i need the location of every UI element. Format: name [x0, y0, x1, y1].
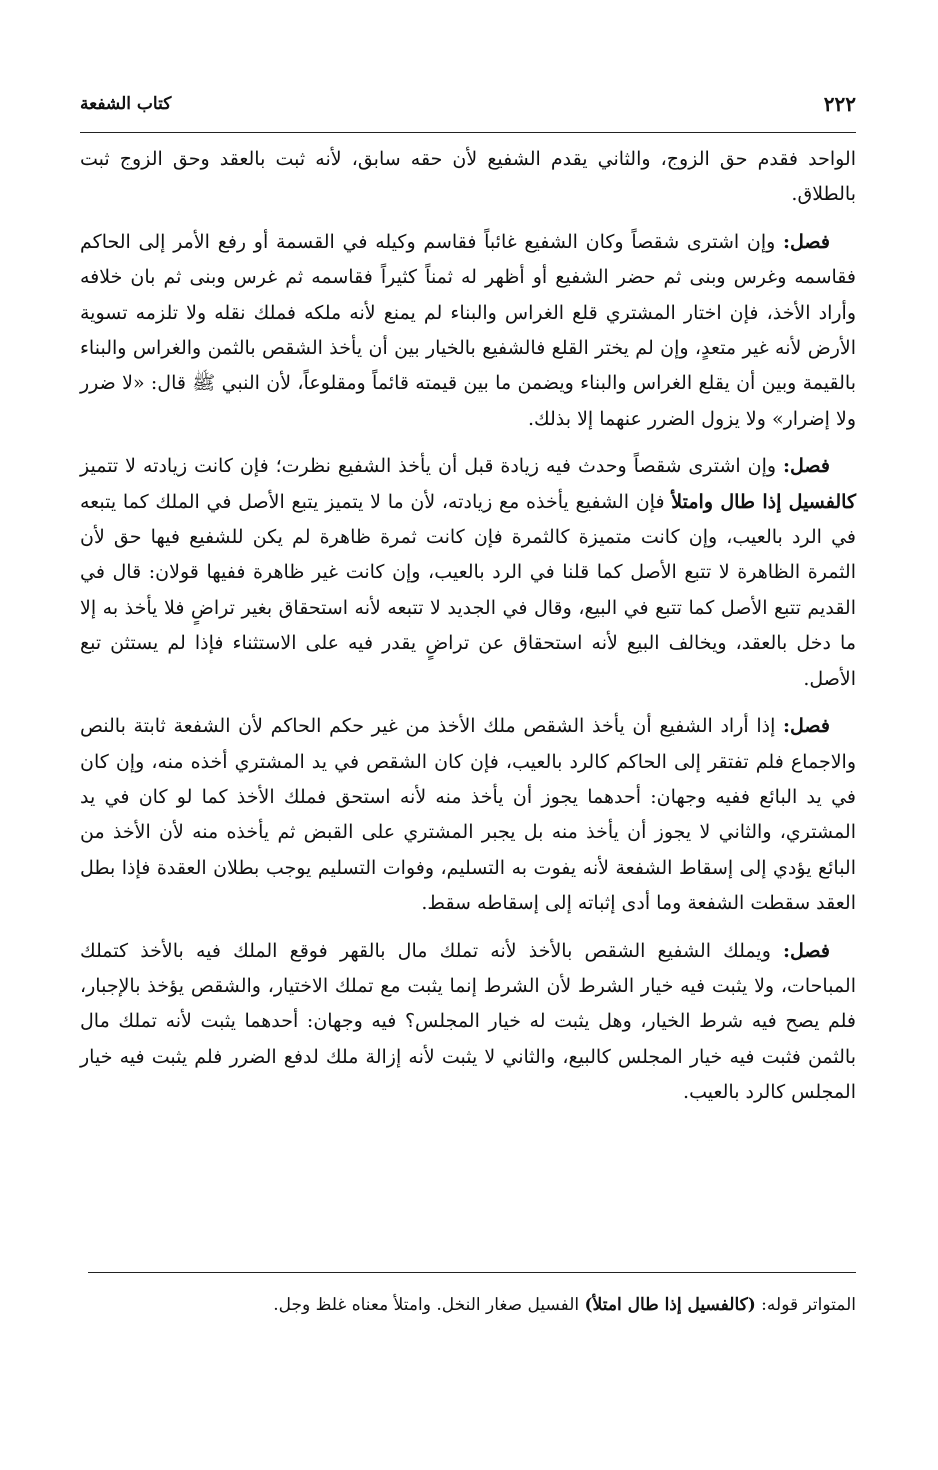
section-paragraph: [80, 449, 856, 697]
paragraph-text: وإن اشترى شقصاً وحدث فيه زيادة قبل أن يأخذ الشفيع نظرت؛ فإن كانت زيادته لا تتميز: [80, 455, 784, 478]
footnote-term: (كالفسيل إذا طال امتلأ): [584, 1295, 756, 1315]
page-number: ٢٢٢: [823, 92, 856, 116]
paragraph-text: إذا أراد الشفيع أن يأخذ الشقص ملك الأخذ من غير حكم الحاكم لأن الشفعة ثابتة بالنص والاجماع فلم تفتقر إلى الحاكم كالرد بالعيب، فإن كان الشقص في يد المشتري أخذه منه، وإن كان في يد البائع ففيه وجهان: أحدهما يجوز أن يأخذ منه لأنه استحق فملك الأخذ كما لو كان في يد المشتري، والثاني لا يجوز أن يأخذ منه بل يجبر المشتري على القبض ثم يأخذه منه لأن الأخذ من البائع يؤدي إلى إسقاط الشفعة لأنه يفوت به التسليم، وفوات التسليم يوجب بطلان العقدة فإذا بطل العقد سقطت الشفعة وما أدى إثباته إلى إسقاطه سقط.: [80, 715, 856, 915]
running-title: كتاب الشفعة: [80, 94, 172, 114]
section-label: فصل:: [783, 455, 830, 478]
paragraph-continued: [80, 142, 856, 213]
footnoted-phrase: كالفسيل إذا طال وامتلأ: [671, 490, 856, 513]
footnote: [80, 1290, 856, 1320]
section-label: فصل:: [783, 230, 830, 253]
footnote-divider: [88, 1272, 856, 1273]
paragraph-text: الواحد فقدم حق الزوج، والثاني يقدم الشفيع لأن حقه سابق، لأنه ثبت بالعقد وحق الزوج ثبت بالطلاق.: [80, 148, 856, 206]
header-divider: [80, 132, 856, 133]
section-paragraph: [80, 225, 856, 437]
section-paragraph: [80, 934, 856, 1111]
page-header: [80, 92, 856, 126]
section-label: فصل:: [783, 715, 830, 738]
main-text: [80, 142, 856, 1123]
paragraph-text: ويملك الشفيع الشقص بالأخذ لأنه تملك مال بالقهر فوقع الملك فيه بالأخذ كتملك المباحات، ولا يثبت فيه خيار الشرط لأن الشرط إنما يثبت مع تملك الاختيار، والشقص يؤخذ بالإجبار، فلم يصح فيه شرط الخيار، وهل يثبت له خيار المجلس؟ فيه وجهان: أحدهما يثبت لأنه تملك مال بالثمن فثبت فيه خيار المجلس كالبيع، والثاني لا يثبت لأنه إزالة ملك لدفع الضرر فلم يثبت فيه خيار المجلس كالرد بالعيب.: [80, 939, 856, 1104]
footnote-text: الفسيل صغار النخل. وامتلأ معناه غلظ وجل.: [273, 1295, 585, 1315]
section-paragraph: [80, 709, 856, 921]
paragraph-text: فإن الشفيع يأخذه مع زيادته، لأن ما لا يتميز يتبع الأصل في الملك كما يتبعه في الرد بالعيب، وإن كانت متميزة كالثمرة فإن كانت ثمرة ظاهرة لم يكن للشفيع فيها حق لأن الثمرة الظاهرة لا تتبع الأصل كما قلنا في الرد بالعيب، وإن كانت غير ظاهرة ففيها قولان: قال في القديم تتبع الأصل كما تتبع في البيع، وقال في الجديد لا تتبعه لأنه استحقاق بغير تراضٍ فلا يأخذ به إلا ما دخل بالعقد، ويخالف البيع لأنه استحقاق عن تراضٍ يقدر فيه على الاستثناء فإذا لم يستثن تبع الأصل.: [80, 490, 856, 690]
footnote-lead: المتواتر قوله:: [755, 1295, 856, 1315]
paragraph-text: وإن اشترى شقصاً وكان الشفيع غائباً فقاسم وكيله في القسمة أو رفع الأمر إلى الحاكم فقاسمه وغرس وبنى ثم حضر الشفيع أو أظهر له ثمناً كثيراً فقاسمه ثم غرس وبنى ثم بان خلافه وأراد الأخذ، فإن اختار المشتري قلع الغراس والبناء لم يمنع لأنه ملكه فملك نقله ولا تلزمه تسوية الأرض لأنه غير متعدٍ، وإن لم يختر القلع فالشفيع بالخيار بين أن يأخذ الشقص بالثمن والغراس والبناء بالقيمة وبين أن يقلع الغراس والبناء ويضمن ما بين قيمته قائماً ومقلوعاً، لأن النبي ﷺ قال: «لا ضرر ولا إضرار» ولا يزول الضرر عنهما إلا بذلك.: [80, 230, 856, 430]
section-label: فصل:: [783, 939, 830, 962]
